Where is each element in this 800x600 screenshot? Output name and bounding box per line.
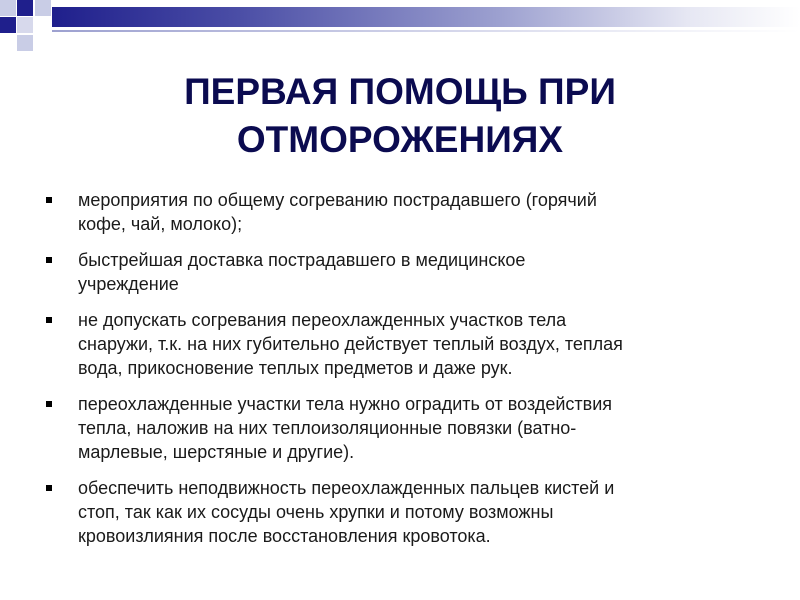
square-bullet-icon (46, 485, 52, 491)
bullet-text-line: обеспечить неподвижность переохлажденных пальцев кистей и (78, 478, 615, 498)
decor-square (35, 17, 51, 33)
bullet-text-line: переохлажденные участки тела нужно оградить от воздействия (78, 394, 612, 414)
bullet-text-line: стоп, так как их сосуды очень хрупки и потому возможны (78, 502, 554, 522)
square-bullet-icon (46, 401, 52, 407)
bullet-item (43, 476, 763, 548)
square-bullet-icon (46, 197, 52, 203)
decor-square (17, 35, 33, 51)
slide-title (60, 68, 740, 164)
decor-square (17, 0, 33, 16)
bullet-text-line: не допускать согревания переохлажденных участков тела (78, 310, 567, 330)
bullet-text-line: кровоизлияния после восстановления кровотока. (78, 526, 491, 546)
bullet-item (43, 308, 763, 380)
bullet-list (43, 188, 763, 560)
decor-square (0, 0, 16, 16)
bullet-text-line: снаружи, т.к. на них губительно действует теплый воздух, теплая (78, 334, 623, 354)
bullet-text-line: быстрейшая доставка пострадавшего в медицинское (78, 250, 526, 270)
decor-square (35, 0, 51, 16)
bullet-text-line: мероприятия по общему согреванию пострадавшего (горячий (78, 190, 597, 210)
bullet-item (43, 188, 763, 236)
bullet-text-line: кофе, чай, молоко); (78, 214, 243, 234)
slide-title-line: ОТМОРОЖЕНИЯХ (236, 119, 564, 160)
bullet-text-line: учреждение (78, 274, 179, 294)
decor-square (17, 17, 33, 33)
bullet-text-line: марлевые, шерстяные и другие). (78, 442, 355, 462)
header-rule (52, 30, 800, 32)
bullet-item (43, 248, 763, 296)
bullet-text-line: вода, прикосновение теплых предметов и даже рук. (78, 358, 513, 378)
slide-title-line: ПЕРВАЯ ПОМОЩЬ ПРИ (184, 71, 616, 112)
bullet-item (43, 392, 763, 464)
header-gradient-bar (52, 7, 800, 27)
square-bullet-icon (46, 317, 52, 323)
decor-square (0, 17, 16, 33)
square-bullet-icon (46, 257, 52, 263)
bullet-text-line: тепла, наложив на них теплоизоляционные повязки (ватно- (78, 418, 577, 438)
